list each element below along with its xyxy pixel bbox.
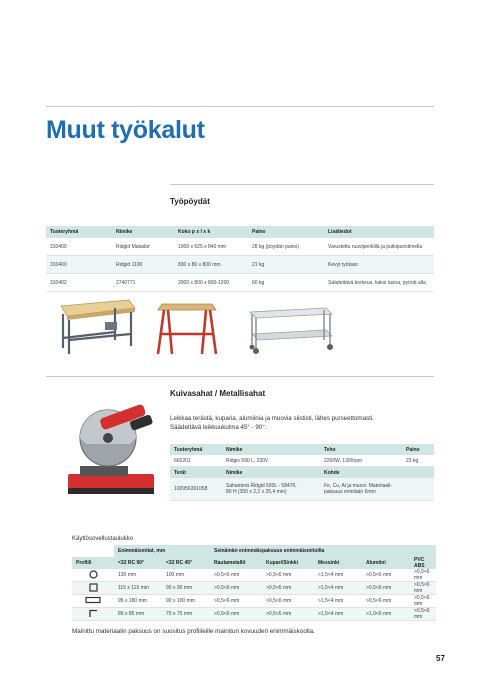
column-header: Nimike (222, 444, 320, 455)
table-cell: >1,0<6 mm (362, 608, 410, 621)
table-cell: 23 kg (402, 455, 434, 467)
column-header: Kupari/Sinkki (262, 557, 314, 569)
table-cell: 60 kg (248, 274, 324, 292)
table-cell: Ridgid Matador (112, 238, 174, 256)
table-cell: 100956301058 (170, 478, 222, 501)
table-cell: >0,5<6 mm (362, 595, 410, 608)
table-row (46, 238, 434, 256)
table-cell: 310402 (46, 274, 112, 292)
column-header: Messinki (314, 557, 362, 569)
cell-line: Sahanterä Ridgid 590L - 58476, (226, 483, 297, 489)
column-header: Tuoteryhmä (170, 444, 222, 455)
saw-intro (170, 414, 440, 432)
angle-profile-icon (72, 608, 114, 621)
saw-table (170, 444, 434, 501)
column-header: Nimike (222, 467, 320, 479)
column-header: Rautametallit (210, 557, 262, 569)
table-cell: 310400 (46, 238, 112, 256)
table-cell: 95 x 180 mm (114, 595, 162, 608)
wooden-workbench-image (55, 296, 137, 360)
cell-line: Fe, Cu, Al ja muovi. Materiaali- (324, 483, 393, 489)
table-header-row (46, 226, 434, 238)
table-row (46, 256, 434, 274)
top-divider (46, 106, 434, 107)
table-row (72, 608, 436, 621)
column-header: Kohde (320, 467, 434, 479)
table-cell: 310400 (46, 256, 112, 274)
table-cell: >0,5<6 mm (210, 569, 262, 582)
table-cell: >0,5<6 mm (362, 569, 410, 582)
table-cell: >0,5<6 mm (262, 595, 314, 608)
cell-line: paksuus enintään 6mm (324, 489, 376, 495)
column-header: Alumiini (362, 557, 410, 569)
red-workbench-image (152, 298, 222, 360)
saw-heading: Kuivasahat / Metallisahat (170, 389, 266, 398)
workbench-table (46, 226, 434, 292)
table-cell: 115 x 115 mm (114, 582, 162, 595)
table-cell: >0,5<6 mm (210, 608, 262, 621)
square-profile-icon (72, 582, 114, 595)
table-cell: 830 x 80 x 800 mm (174, 256, 248, 274)
table-cell: >0,5<6 mm (262, 582, 314, 595)
column-header: Nimike (112, 226, 174, 238)
column-header: Koko p x l x k (174, 226, 248, 238)
table-cell: >0,5<6 mm (210, 595, 262, 608)
table-cell: 21 kg (248, 256, 324, 274)
table-cell: >0,5<6 mm (210, 582, 262, 595)
table-cell: >0,5<6 mm (262, 569, 314, 582)
table-row (72, 595, 436, 608)
table-cell: 75 x 75 mm (162, 608, 210, 621)
table-cell: Ridgis 590 L, 230V (222, 455, 320, 467)
cutoff-saw-image (60, 404, 162, 500)
table-row (72, 569, 436, 582)
saw-divider (46, 376, 434, 377)
table-cell: >0,5<6 mm (410, 569, 436, 582)
table-cell: >1,5<4 mm (314, 582, 362, 595)
table-cell: >0,5<6 mm (410, 582, 436, 595)
rectangle-profile-icon (72, 595, 114, 608)
table-cell: >1,5<4 mm (314, 595, 362, 608)
column-header: Paino (402, 444, 434, 455)
intro-line-2: Säädettävä leikkuukulma 45° - 90°. (170, 424, 267, 431)
table-row (72, 582, 436, 595)
table-cell (320, 478, 434, 501)
table-cell: 85 x 85 mm (114, 608, 162, 621)
table-cell: >1,5<4 mm (314, 569, 362, 582)
table-cell: 2200W, 1300rpm (320, 455, 402, 467)
round-profile-icon (72, 569, 114, 582)
table-group-header-row (72, 545, 436, 557)
table-header-row (170, 467, 434, 479)
column-header: Profiili (72, 557, 114, 569)
table-row (46, 274, 434, 292)
column-header: Paino (248, 226, 324, 238)
cell-line: 80 H (350 x 2,2 x 25,4 mm) (226, 489, 287, 495)
table-cell: Varustettu ruuvipenkillä ja putkipuristimella (324, 238, 434, 256)
workbench-divider (170, 184, 434, 185)
column-header: Terät (170, 467, 222, 479)
table-cell: >0,5<6 mm (410, 608, 436, 621)
column-header: Tuoteryhmä (46, 226, 112, 238)
application-footnote: Mainittu materiaalin paksuus on suositus profiileille mainitun kovuuden enimmäiskoolla. (72, 628, 315, 635)
table-cell: Ridgid 1100 (112, 256, 174, 274)
table-cell (222, 478, 320, 501)
table-cell: 90 x 90 mm (162, 582, 210, 595)
table-cell: Säädettävä korkeus, kaksi tasoa, pyörät alla (324, 274, 434, 292)
column-header: <32 RC 45° (162, 557, 210, 569)
group-header-wall: Seinämän enimmäispaksuus enimmäismitoilla (210, 545, 436, 557)
intro-line-1: Leikkaa terästä, kuparia, alumiinia ja muovia siististi, lähes purseettomasti. (170, 415, 374, 422)
table-row (170, 478, 434, 501)
application-table (72, 545, 436, 621)
column-header: <32 RC 90° (114, 557, 162, 569)
table-cell: >0,5<6 mm (410, 595, 436, 608)
group-header-max: Enimmäismitat, mm (114, 545, 210, 557)
table-cell: Kevyt työtaso (324, 256, 434, 274)
table-cell: >1,5<4 mm (314, 608, 362, 621)
table-cell: 2000 x 800 x 800-1200 (174, 274, 248, 292)
workbench-heading: Työpöydät (170, 197, 210, 206)
column-header: Teho (320, 444, 402, 455)
table-cell: 660201 (170, 455, 222, 467)
page-title: Muut työkalut (46, 116, 205, 144)
table-row (170, 455, 434, 467)
table-cell: 28 kg (pöydän paino) (248, 238, 324, 256)
table-cell: 90 x 100 mm (162, 595, 210, 608)
application-caption: Käyttösovellustaulukko (72, 536, 134, 542)
trolley-workbench-image (246, 306, 336, 356)
table-cell: 130 mm (114, 569, 162, 582)
table-cell: 1000 x 625 x 840 mm (174, 238, 248, 256)
table-cell: >0,5<6 mm (262, 608, 314, 621)
table-header-row (170, 444, 434, 455)
table-cell: >0,5<6 mm (362, 582, 410, 595)
table-header-row (72, 557, 436, 569)
empty-header (72, 545, 114, 557)
column-header: Lisätiedot (324, 226, 434, 238)
table-cell: 100 mm (162, 569, 210, 582)
column-header: PVC ABS (410, 557, 436, 569)
page-number: 57 (436, 654, 445, 663)
table-cell: 2740771 (112, 274, 174, 292)
